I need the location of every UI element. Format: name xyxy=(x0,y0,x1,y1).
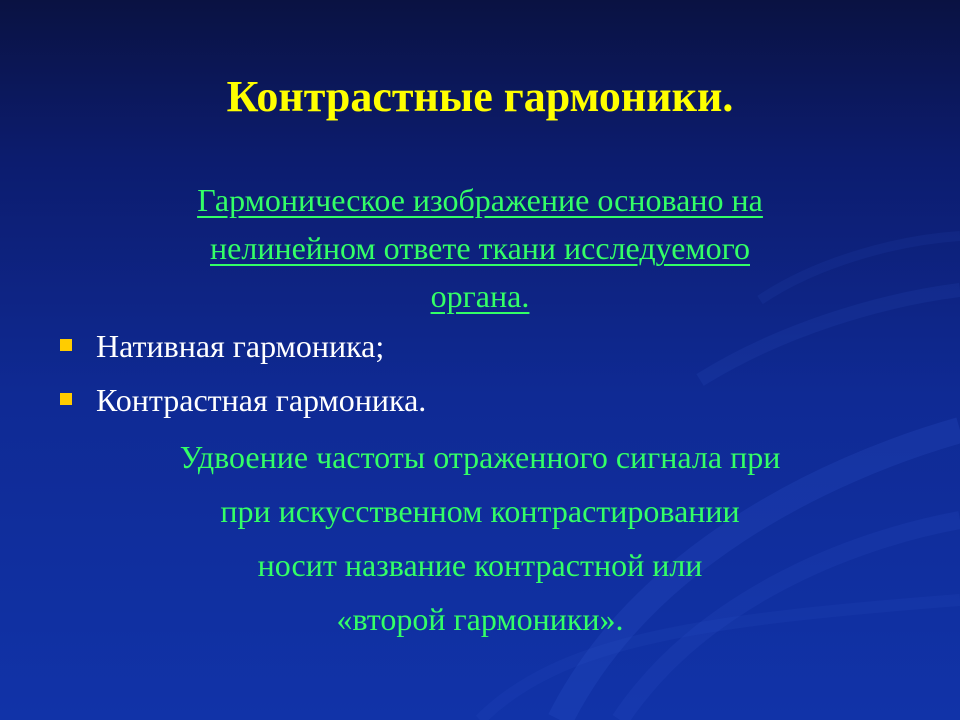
bullet-text: Контрастная гармоника. xyxy=(96,382,427,418)
paragraph-line: органа. xyxy=(430,278,530,314)
body-paragraph xyxy=(60,430,900,646)
paragraph-line: при искусственном контрастировании xyxy=(220,493,740,529)
bullet-item xyxy=(0,378,960,432)
paragraph-line: носит название контрастной или xyxy=(257,547,703,583)
paragraph-line: «второй гармоники». xyxy=(336,601,624,637)
square-bullet-icon xyxy=(60,339,72,351)
square-bullet-icon xyxy=(60,393,72,405)
paragraph-line: Гармоническое изображение основано на xyxy=(197,182,763,218)
bullet-text: Нативная гармоника; xyxy=(96,328,385,364)
paragraph-line: Удвоение частоты отраженного сигнала при xyxy=(179,439,781,475)
underlined-paragraph xyxy=(80,176,880,320)
bullet-list xyxy=(0,324,960,432)
bullet-item xyxy=(0,324,960,378)
paragraph-line: нелинейном ответе ткани исследуемого xyxy=(210,230,750,266)
slide-title: Контрастные гармоники. xyxy=(226,72,734,121)
